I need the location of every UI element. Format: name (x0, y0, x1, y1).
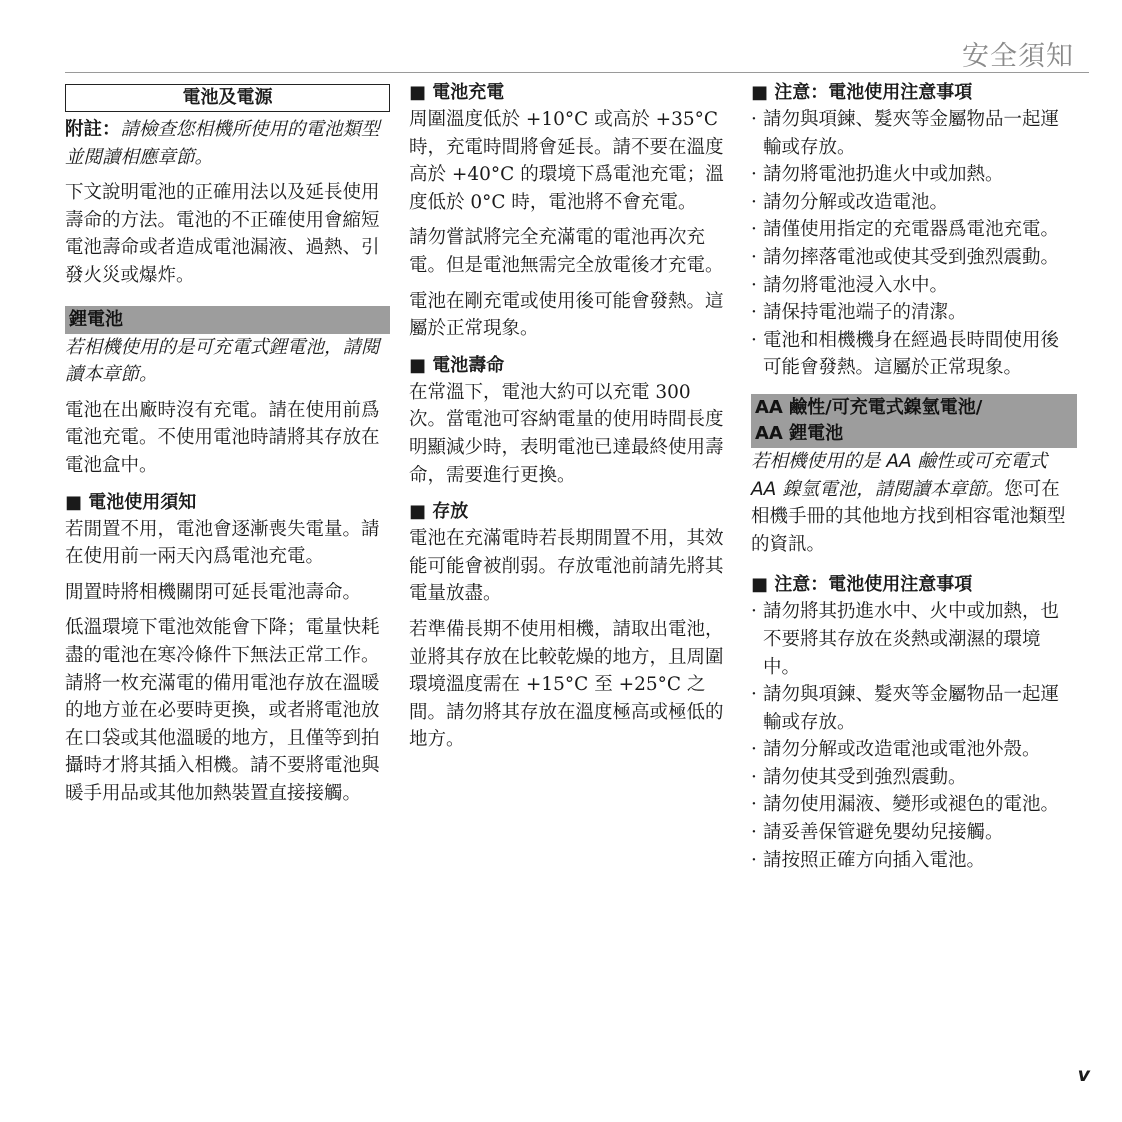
caution-list-1 (751, 106, 1077, 382)
heading-battery-charging: ■ 電池充電 (409, 82, 505, 103)
charging-paragraph-1: 周圍溫度低於 +10°C 或高於 +35°C 時，充電時間將會延長。請不要在溫度高於 +40°C 的環境下爲電池充電；溫度低於 0°C 時，電池將不會充電。 (409, 109, 724, 213)
aa-paragraph (751, 448, 1077, 558)
heading-caution-2: ■ 注意：電池使用注意事項 (751, 574, 973, 596)
column-left (65, 80, 390, 807)
list-item: · 請勿使其受到強烈震動。 (751, 764, 1077, 792)
page-header-title: 安全須知 (962, 41, 1074, 72)
lithium-paragraph: 電池在出廠時沒有充電。請在使用前爲電池充電。不使用電池時請將其存放在電池盒中。 (65, 399, 380, 476)
list-item: · 請僅使用指定的充電器爲電池充電。 (751, 216, 1077, 244)
list-item: · 請勿將電池扔進火中或加熱。 (751, 161, 1077, 189)
heading-lithium-battery: 鋰電池 (65, 306, 390, 334)
caution-list-2 (751, 598, 1077, 874)
heading-battery-life: ■ 電池壽命 (409, 354, 505, 376)
heading-storage: ■ 存放 (409, 501, 469, 523)
list-item: · 請勿使用漏液、變形或褪色的電池。 (751, 791, 1077, 819)
storage-paragraph-2: 若準備長期不使用相機，請取出電池，並將其存放在比較乾燥的地方，且周圍環境溫度需在 +15°C 至 +25°C 之間。請勿將其存放在溫度極高或極低的地方。 (409, 618, 724, 751)
note-paragraph (65, 116, 390, 171)
column-right (751, 80, 1077, 874)
list-item: · 請勿將電池浸入水中。 (751, 272, 1077, 300)
page-number: v (1077, 1064, 1090, 1086)
lithium-italic-note: 若相機使用的是可充電式鋰電池，請閱讀本章節。 (65, 336, 380, 386)
heading-battery-usage: ■ 電池使用須知 (65, 491, 197, 513)
list-item: · 請勿將其扔進水中、火中或加熱，也不要將其存放在炎熱或潮濕的環境中。 (751, 598, 1077, 681)
usage-paragraph-1: 若閒置不用，電池會逐漸喪失電量。請在使用前一兩天內爲電池充電。 (65, 518, 380, 568)
list-item: · 請勿與項鍊、髮夾等金屬物品一起運輸或存放。 (751, 106, 1077, 161)
charging-paragraph-3: 電池在剛充電或使用後可能會發熱。這屬於正常現象。 (409, 290, 724, 340)
aa-heading-line-2: AA 鋰電池 (755, 422, 844, 444)
heading-aa-batteries (751, 394, 1077, 448)
heading-caution-1: ■ 注意：電池使用注意事項 (751, 82, 973, 103)
note-text: 請檢查您相機所使用的電池類型並閱讀相應章節。 (65, 119, 380, 168)
list-item: · 請勿摔落電池或使其受到強烈震動。 (751, 244, 1077, 272)
note-label: 附註： (65, 119, 121, 140)
column-middle (409, 80, 729, 754)
list-item: · 請勿與項鍊、髮夾等金屬物品一起運輸或存放。 (751, 681, 1077, 736)
charging-paragraph-2: 請勿嘗試將完全充滿電的電池再次充電。但是電池無需完全放電後才充電。 (409, 227, 724, 276)
storage-paragraph-1: 電池在充滿電時若長期閒置不用，其效能可能會被削弱。存放電池前請先將其電量放盡。 (409, 528, 724, 605)
header-divider (65, 72, 1089, 73)
list-item: · 請按照正確方向插入電池。 (751, 847, 1077, 875)
list-item: · 請勿分解或改造電池或電池外殼。 (751, 736, 1077, 764)
aa-italic-note: 若相機使用的是 AA 鹼性或可充電式 AA 鎳氫電池，請閱讀本章節。 (751, 450, 1048, 500)
list-item: · 請妥善保管避免嬰幼兒接觸。 (751, 819, 1077, 847)
aa-plain-text: 您可在相機手冊的其他地方找到相容電池類型的資訊。 (751, 478, 1066, 555)
section-title-battery-power: 電池及電源 (65, 84, 390, 112)
list-item: · 電池和相機機身在經過長時間使用後可能會發熱。這屬於正常現象。 (751, 327, 1077, 382)
list-item: · 請勿分解或改造電池。 (751, 189, 1077, 217)
intro-paragraph: 下文說明電池的正確用法以及延長使用壽命的方法。電池的不正確使用會縮短電池壽命或者造成電池漏液、過熱、引發火災或爆炸。 (65, 182, 380, 286)
usage-paragraph-2: 閒置時將相機關閉可延長電池壽命。 (65, 581, 362, 603)
usage-paragraph-3: 低溫環境下電池效能會下降；電量快耗盡的電池在寒冷條件下無法正常工作。請將一枚充滿電的備用電池存放在溫暖的地方並在必要時更換，或者將電池放在口袋或其他溫暖的地方，且僅等到拍攝時才將其插入相機。請不要將電池與暖手用品或其他加熱裝置直接接觸。 (65, 617, 380, 804)
life-paragraph: 在常溫下，電池大約可以充電 300 次。當電池可容納電量的使用時間長度明顯減少時，表明電池已達最終使用壽命，需要進行更換。 (409, 381, 724, 486)
list-item: · 請保持電池端子的清潔。 (751, 299, 1077, 327)
aa-heading-line-1: AA 鹼性/可充電式鎳氫電池/ (755, 396, 983, 418)
